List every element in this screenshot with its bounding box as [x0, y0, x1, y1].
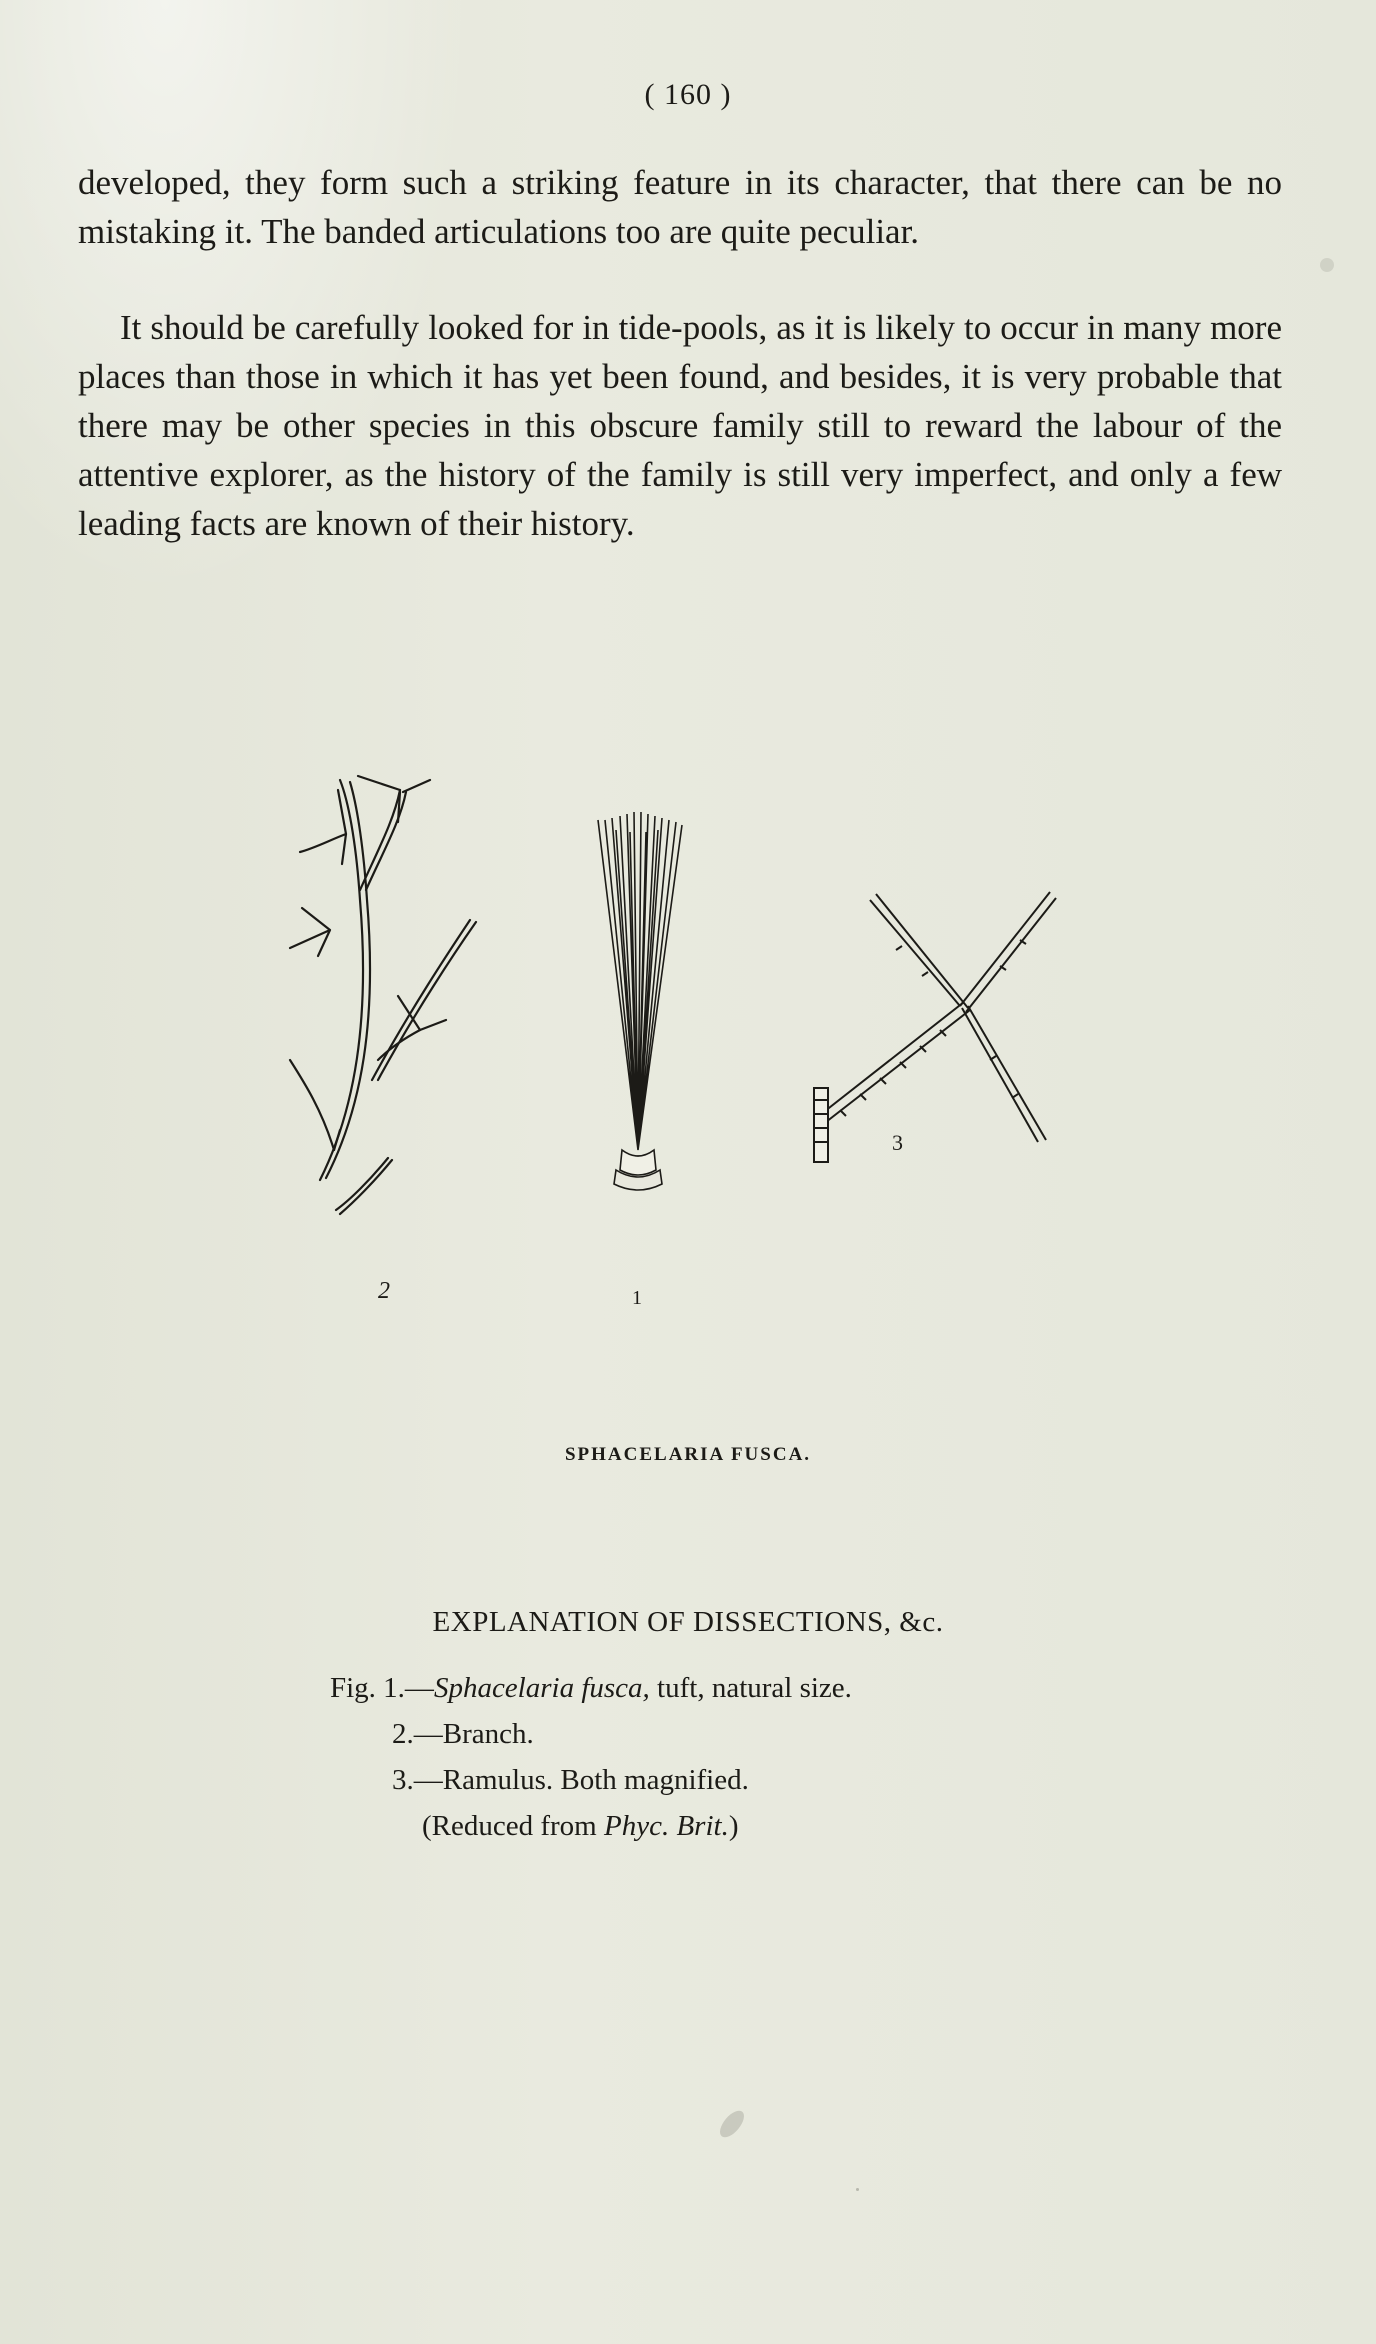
fig-1-species: Sphacelaria fusca, [433, 1672, 650, 1704]
figure-2-branch [290, 776, 476, 1214]
figure-3-ramulus [814, 892, 1056, 1162]
figure-1-label: 1 [632, 1287, 642, 1309]
fig-3-text: 3.—Ramulus. Both magnified. [392, 1764, 749, 1796]
fig-1-rest: tuft, natural size. [649, 1672, 852, 1704]
reduced-prefix: (Reduced from [422, 1810, 604, 1842]
explanation-heading: EXPLANATION OF DISSECTIONS, &c. [432, 1606, 944, 1638]
paragraph-2 [78, 303, 1282, 548]
reduced-from-line [330, 1803, 852, 1849]
fig-1-line [330, 1665, 852, 1711]
paper-speck [856, 2188, 859, 2191]
page-number: ( 160 ) [644, 78, 732, 111]
paragraph-1 [78, 158, 1282, 256]
paper-speck [1320, 258, 1334, 272]
plate-caption: SPHACELARIA FUSCA. [564, 1444, 812, 1465]
figure-3-label: 3 [892, 1130, 903, 1155]
explanation-list [330, 1665, 852, 1849]
paragraph-1-text: developed, they form such a striking feature in its character, that there can be no mistaking it. The banded articulations too are quite peculiar. [78, 163, 1282, 251]
paper-stain [716, 2107, 749, 2142]
reduced-suffix: ) [728, 1810, 739, 1842]
fig-3-line [330, 1757, 852, 1803]
fig-2-line [330, 1711, 852, 1757]
figure-2-label: 2 [378, 1278, 390, 1304]
plate-illustration [260, 770, 1100, 1430]
reduced-source: Phyc. Brit. [604, 1810, 729, 1842]
paragraph-2-text: It should be carefully looked for in tide-pools, as it is likely to occur in many more places than those in which it has yet been found, and besides, it is very probable that there may be other species in this obscure family still to reward the labour of the attentive explorer, as the history of the family is still very imperfect, and only a few leading facts are known of their history. [78, 308, 1282, 543]
botanical-plate [260, 770, 1100, 1430]
figure-1-tuft [598, 812, 682, 1190]
fig-1-prefix: Fig. 1.— [330, 1672, 434, 1704]
fig-2-text: 2.—Branch. [392, 1718, 534, 1750]
